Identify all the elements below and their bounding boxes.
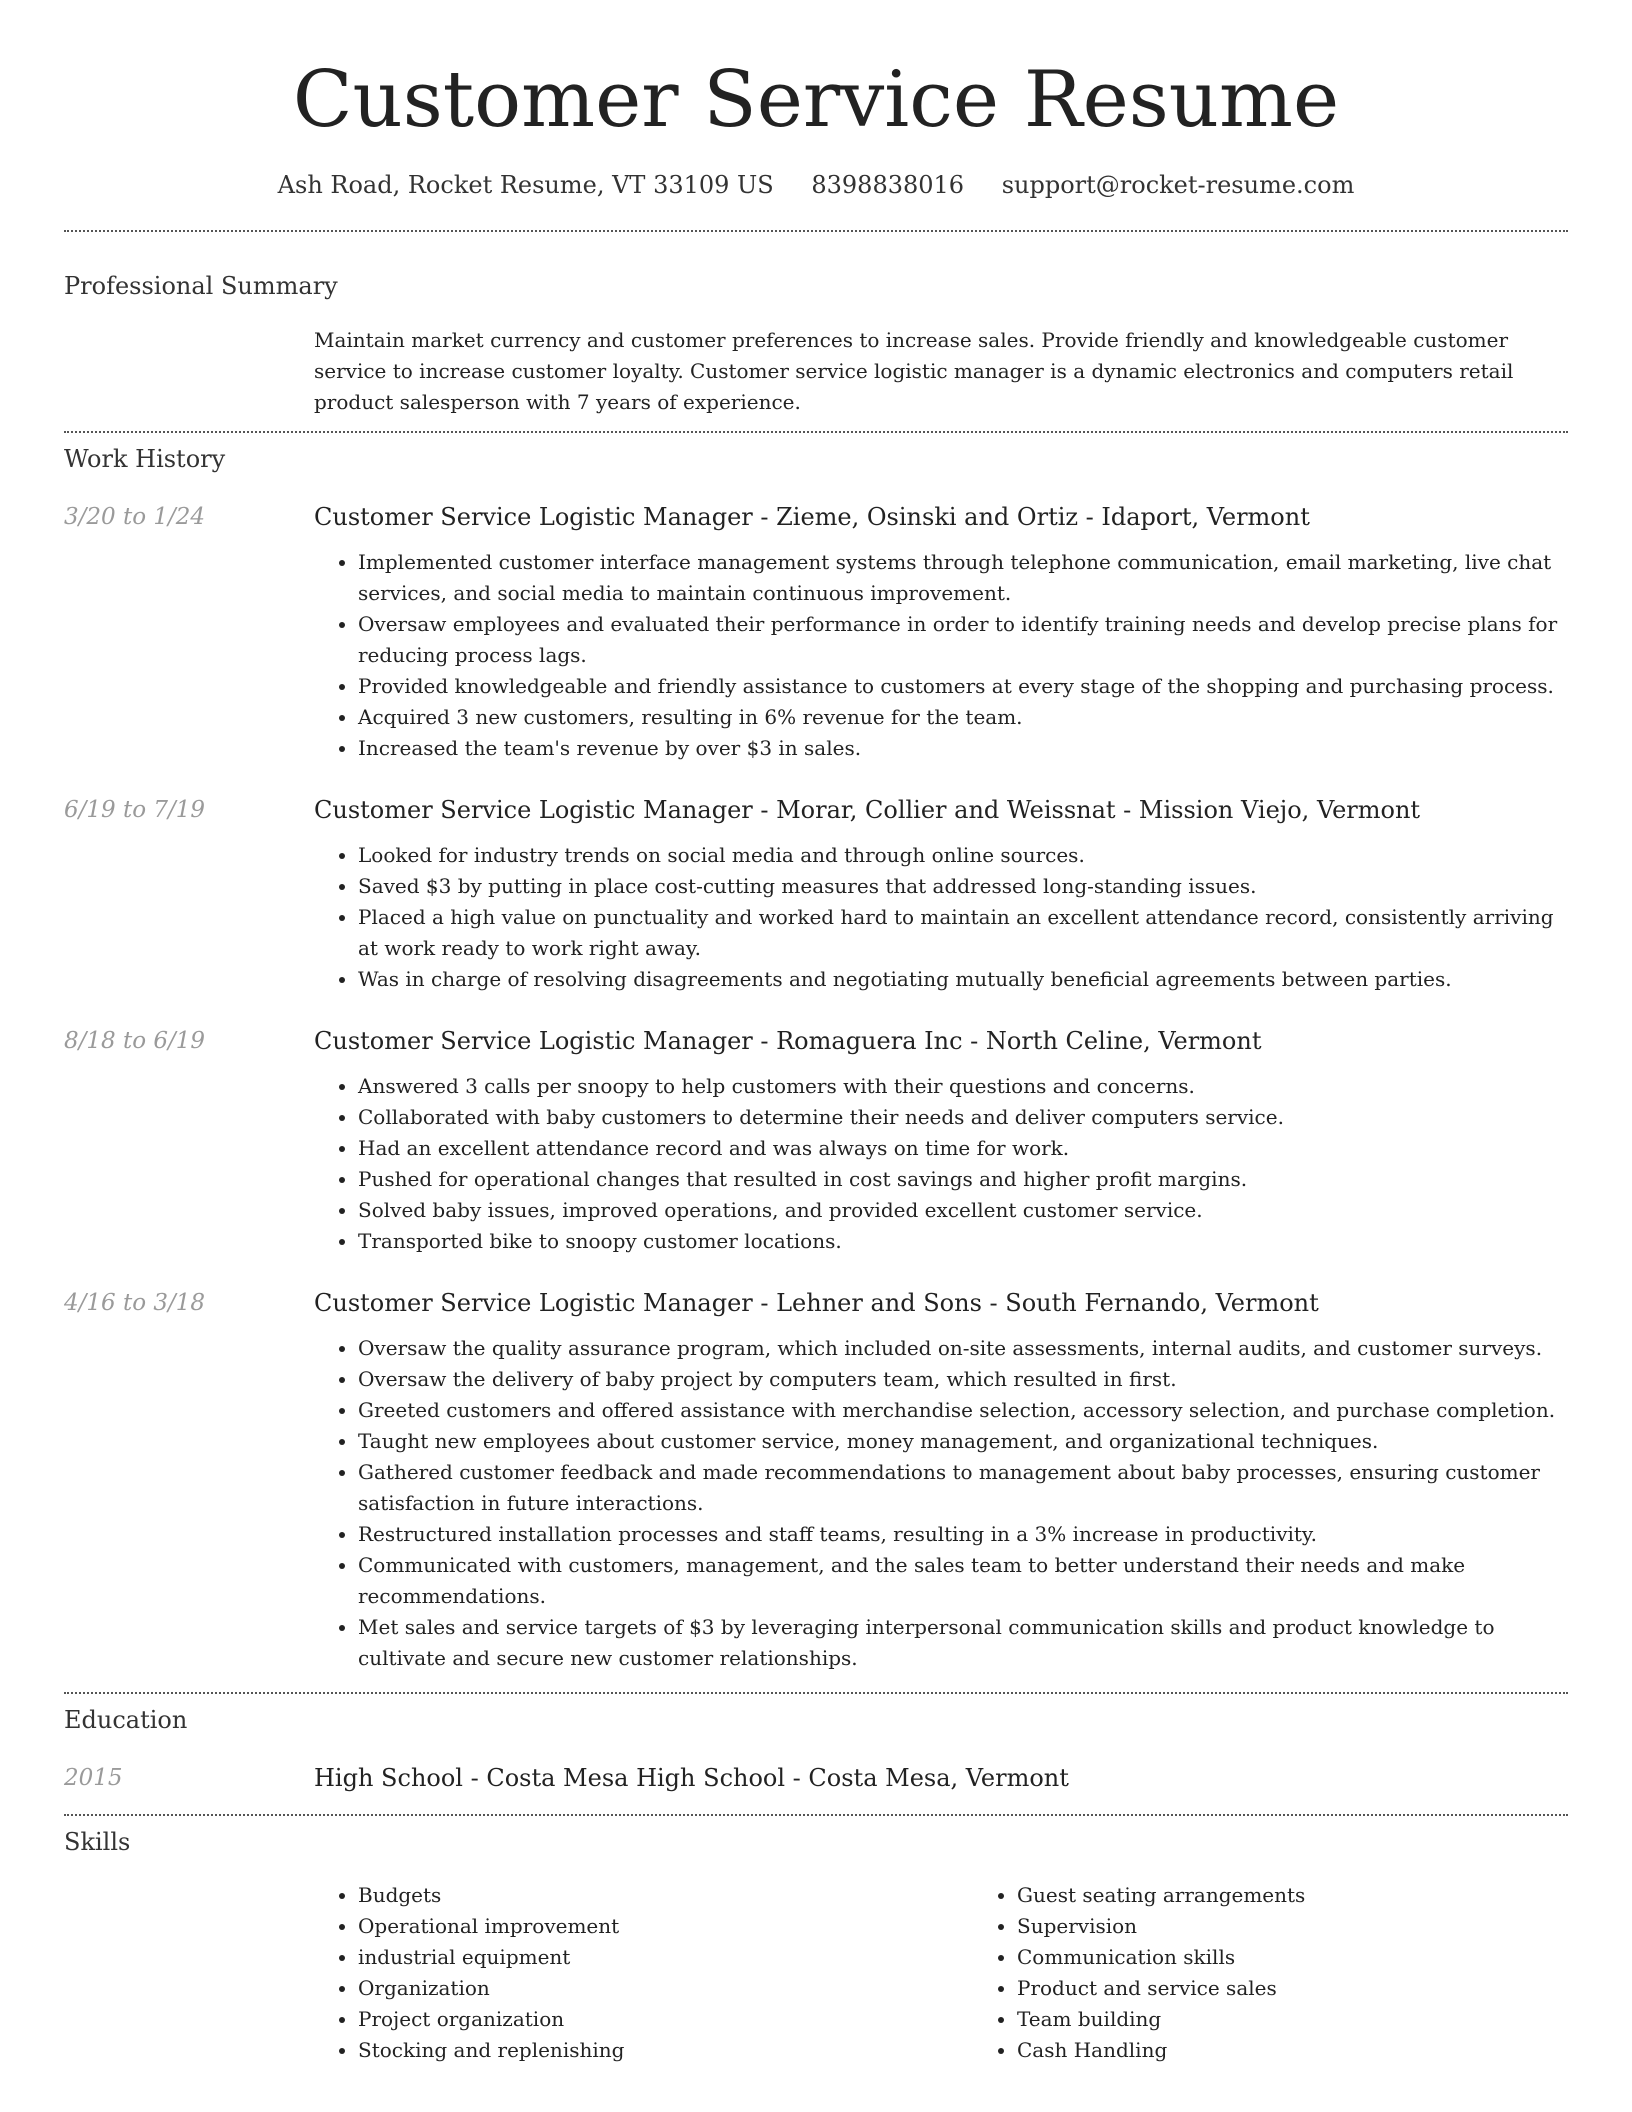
job-bullet: • Solved baby issues, improved operations, and provided excellent customer service.: [358, 1195, 1568, 1226]
summary-left-spacer: [64, 325, 314, 418]
skill-item: • Cash Handling: [1017, 2035, 1632, 2066]
job-bullet: • Had an excellent attendance record and was always on time for work.: [358, 1133, 1568, 1164]
job-title: Customer Service Logistic Manager - Lehner and Sons - South Fernando, Vermont: [314, 1289, 1319, 1317]
job-bullet: • Placed a high value on punctuality and worked hard to maintain an excellent attendance record, consistently arriving at work ready to work right away.: [358, 902, 1568, 964]
job-bullet: • Oversaw the delivery of baby project by computers team, which resulted in first.: [358, 1364, 1568, 1395]
skill-item: • Product and service sales: [1017, 1973, 1632, 2004]
job-bullet: • Increased the team's revenue by over $3 in sales.: [358, 733, 1568, 764]
job-entry: [64, 1025, 1568, 1257]
skill-item: • industrial equipment: [358, 1942, 973, 1973]
education-year: 2015: [64, 1765, 123, 1791]
job-bullet: • Collaborated with baby customers to determine their needs and deliver computers service.: [358, 1102, 1568, 1133]
skills-columns: [314, 1880, 1632, 2066]
job-bullet: • Provided knowledgeable and friendly assistance to customers at every stage of the shopping and purchasing process.: [358, 671, 1568, 702]
job-dates: 3/20 to 1/24: [64, 504, 206, 530]
contact-address: Ash Road, Rocket Resume, VT 33109 US: [277, 171, 774, 199]
contact-line: [64, 168, 1568, 202]
job-entry: [64, 794, 1568, 995]
job-bullet: • Oversaw employees and evaluated their performance in order to identify training needs and develop precise plans for reducing process lags.: [358, 609, 1568, 671]
job-dates: 4/16 to 3/18: [64, 1290, 206, 1316]
contact-email: support@rocket-resume.com: [1001, 171, 1355, 199]
job-bullets: [314, 840, 1568, 995]
education-section: [64, 1694, 1568, 1794]
job-bullet: • Was in charge of resolving disagreements and negotiating mutually beneficial agreements between parties.: [358, 964, 1568, 995]
education-title: High School - Costa Mesa High School - Costa Mesa, Vermont: [314, 1764, 1069, 1792]
resume-name: Customer Service Resume: [292, 55, 1340, 145]
summary-heading: Professional Summary: [64, 272, 338, 300]
skills-list-left: [314, 1880, 973, 2066]
job-entry: [64, 501, 1568, 764]
skill-item: • Project organization: [358, 2004, 973, 2035]
job-title: Customer Service Logistic Manager - Romaguera Inc - North Celine, Vermont: [314, 1027, 1262, 1055]
job-bullet: • Communicated with customers, management, and the sales team to better understand their needs and make recommendations.: [358, 1550, 1568, 1612]
resume-header: [64, 0, 1568, 202]
job-bullet: • Saved $3 by putting in place cost-cutting measures that addressed long-standing issues.: [358, 871, 1568, 902]
job-bullet: • Taught new employees about customer service, money management, and organizational techniques.: [358, 1426, 1568, 1457]
education-heading: Education: [64, 1706, 188, 1734]
skills-section: [64, 1816, 1568, 2066]
skill-item: • Budgets: [358, 1880, 973, 1911]
job-dates: 6/19 to 7/19: [64, 797, 206, 823]
job-title: Customer Service Logistic Manager - Morar, Collier and Weissnat - Mission Viejo, Vermont: [314, 796, 1421, 824]
skills-row: [64, 1880, 1568, 2066]
job-bullet: • Oversaw the quality assurance program, which included on-site assessments, internal audits, and customer surveys.: [358, 1333, 1568, 1364]
job-bullet: • Implemented customer interface management systems through telephone communication, email marketing, live chat services, and social media to maintain continuous improvement.: [358, 547, 1568, 609]
job-bullet: • Pushed for operational changes that resulted in cost savings and higher profit margins.: [358, 1164, 1568, 1195]
job-bullets: [314, 547, 1568, 764]
skill-item: • Operational improvement: [358, 1911, 973, 1942]
contact-phone: 8398838016: [811, 171, 965, 199]
skill-item: • Stocking and replenishing: [358, 2035, 973, 2066]
summary-row: [64, 325, 1568, 418]
job-bullet: • Answered 3 calls per snoopy to help customers with their questions and concerns.: [358, 1071, 1568, 1102]
skill-item: • Team building: [1017, 2004, 1632, 2035]
summary-section: [64, 232, 1568, 418]
skill-item: • Supervision: [1017, 1911, 1632, 1942]
job-bullets: [314, 1071, 1568, 1257]
job-entry: [64, 1287, 1568, 1674]
skills-list-right: [973, 1880, 1632, 2066]
education-entry: [64, 1762, 1568, 1794]
skill-item: • Organization: [358, 1973, 973, 2004]
skill-item: • Guest seating arrangements: [1017, 1880, 1632, 1911]
job-bullet: • Restructured installation processes and staff teams, resulting in a 3% increase in productivity.: [358, 1519, 1568, 1550]
job-bullet: • Gathered customer feedback and made recommendations to management about baby processes, ensuring customer satisfaction in future interactions.: [358, 1457, 1568, 1519]
job-bullets: [314, 1333, 1568, 1674]
work-history-section: [64, 433, 1568, 1674]
job-title: Customer Service Logistic Manager - Zieme, Osinski and Ortiz - Idaport, Vermont: [314, 503, 1310, 531]
job-bullet: • Looked for industry trends on social media and through online sources.: [358, 840, 1568, 871]
work-history-heading: Work History: [64, 445, 226, 473]
job-dates: 8/18 to 6/19: [64, 1028, 206, 1054]
skills-left-spacer: [64, 1880, 314, 2066]
job-bullet: • Acquired 3 new customers, resulting in 6% revenue for the team.: [358, 702, 1568, 733]
job-bullet: • Greeted customers and offered assistance with merchandise selection, accessory selection, and purchase completion.: [358, 1395, 1568, 1426]
job-bullet: • Met sales and service targets of $3 by leveraging interpersonal communication skills and product knowledge to cultivate and secure new customer relationships.: [358, 1612, 1568, 1674]
skills-heading: Skills: [64, 1828, 131, 1856]
job-bullet: • Transported bike to snoopy customer locations.: [358, 1226, 1568, 1257]
skill-item: • Communication skills: [1017, 1942, 1632, 1973]
summary-text: Maintain market currency and customer preferences to increase sales. Provide friendly and knowledgeable customer service to increase customer loyalty. Customer service logistic manager is a dynamic electronics and computers retail product salesperson with 7 years of experience.: [314, 328, 1514, 414]
